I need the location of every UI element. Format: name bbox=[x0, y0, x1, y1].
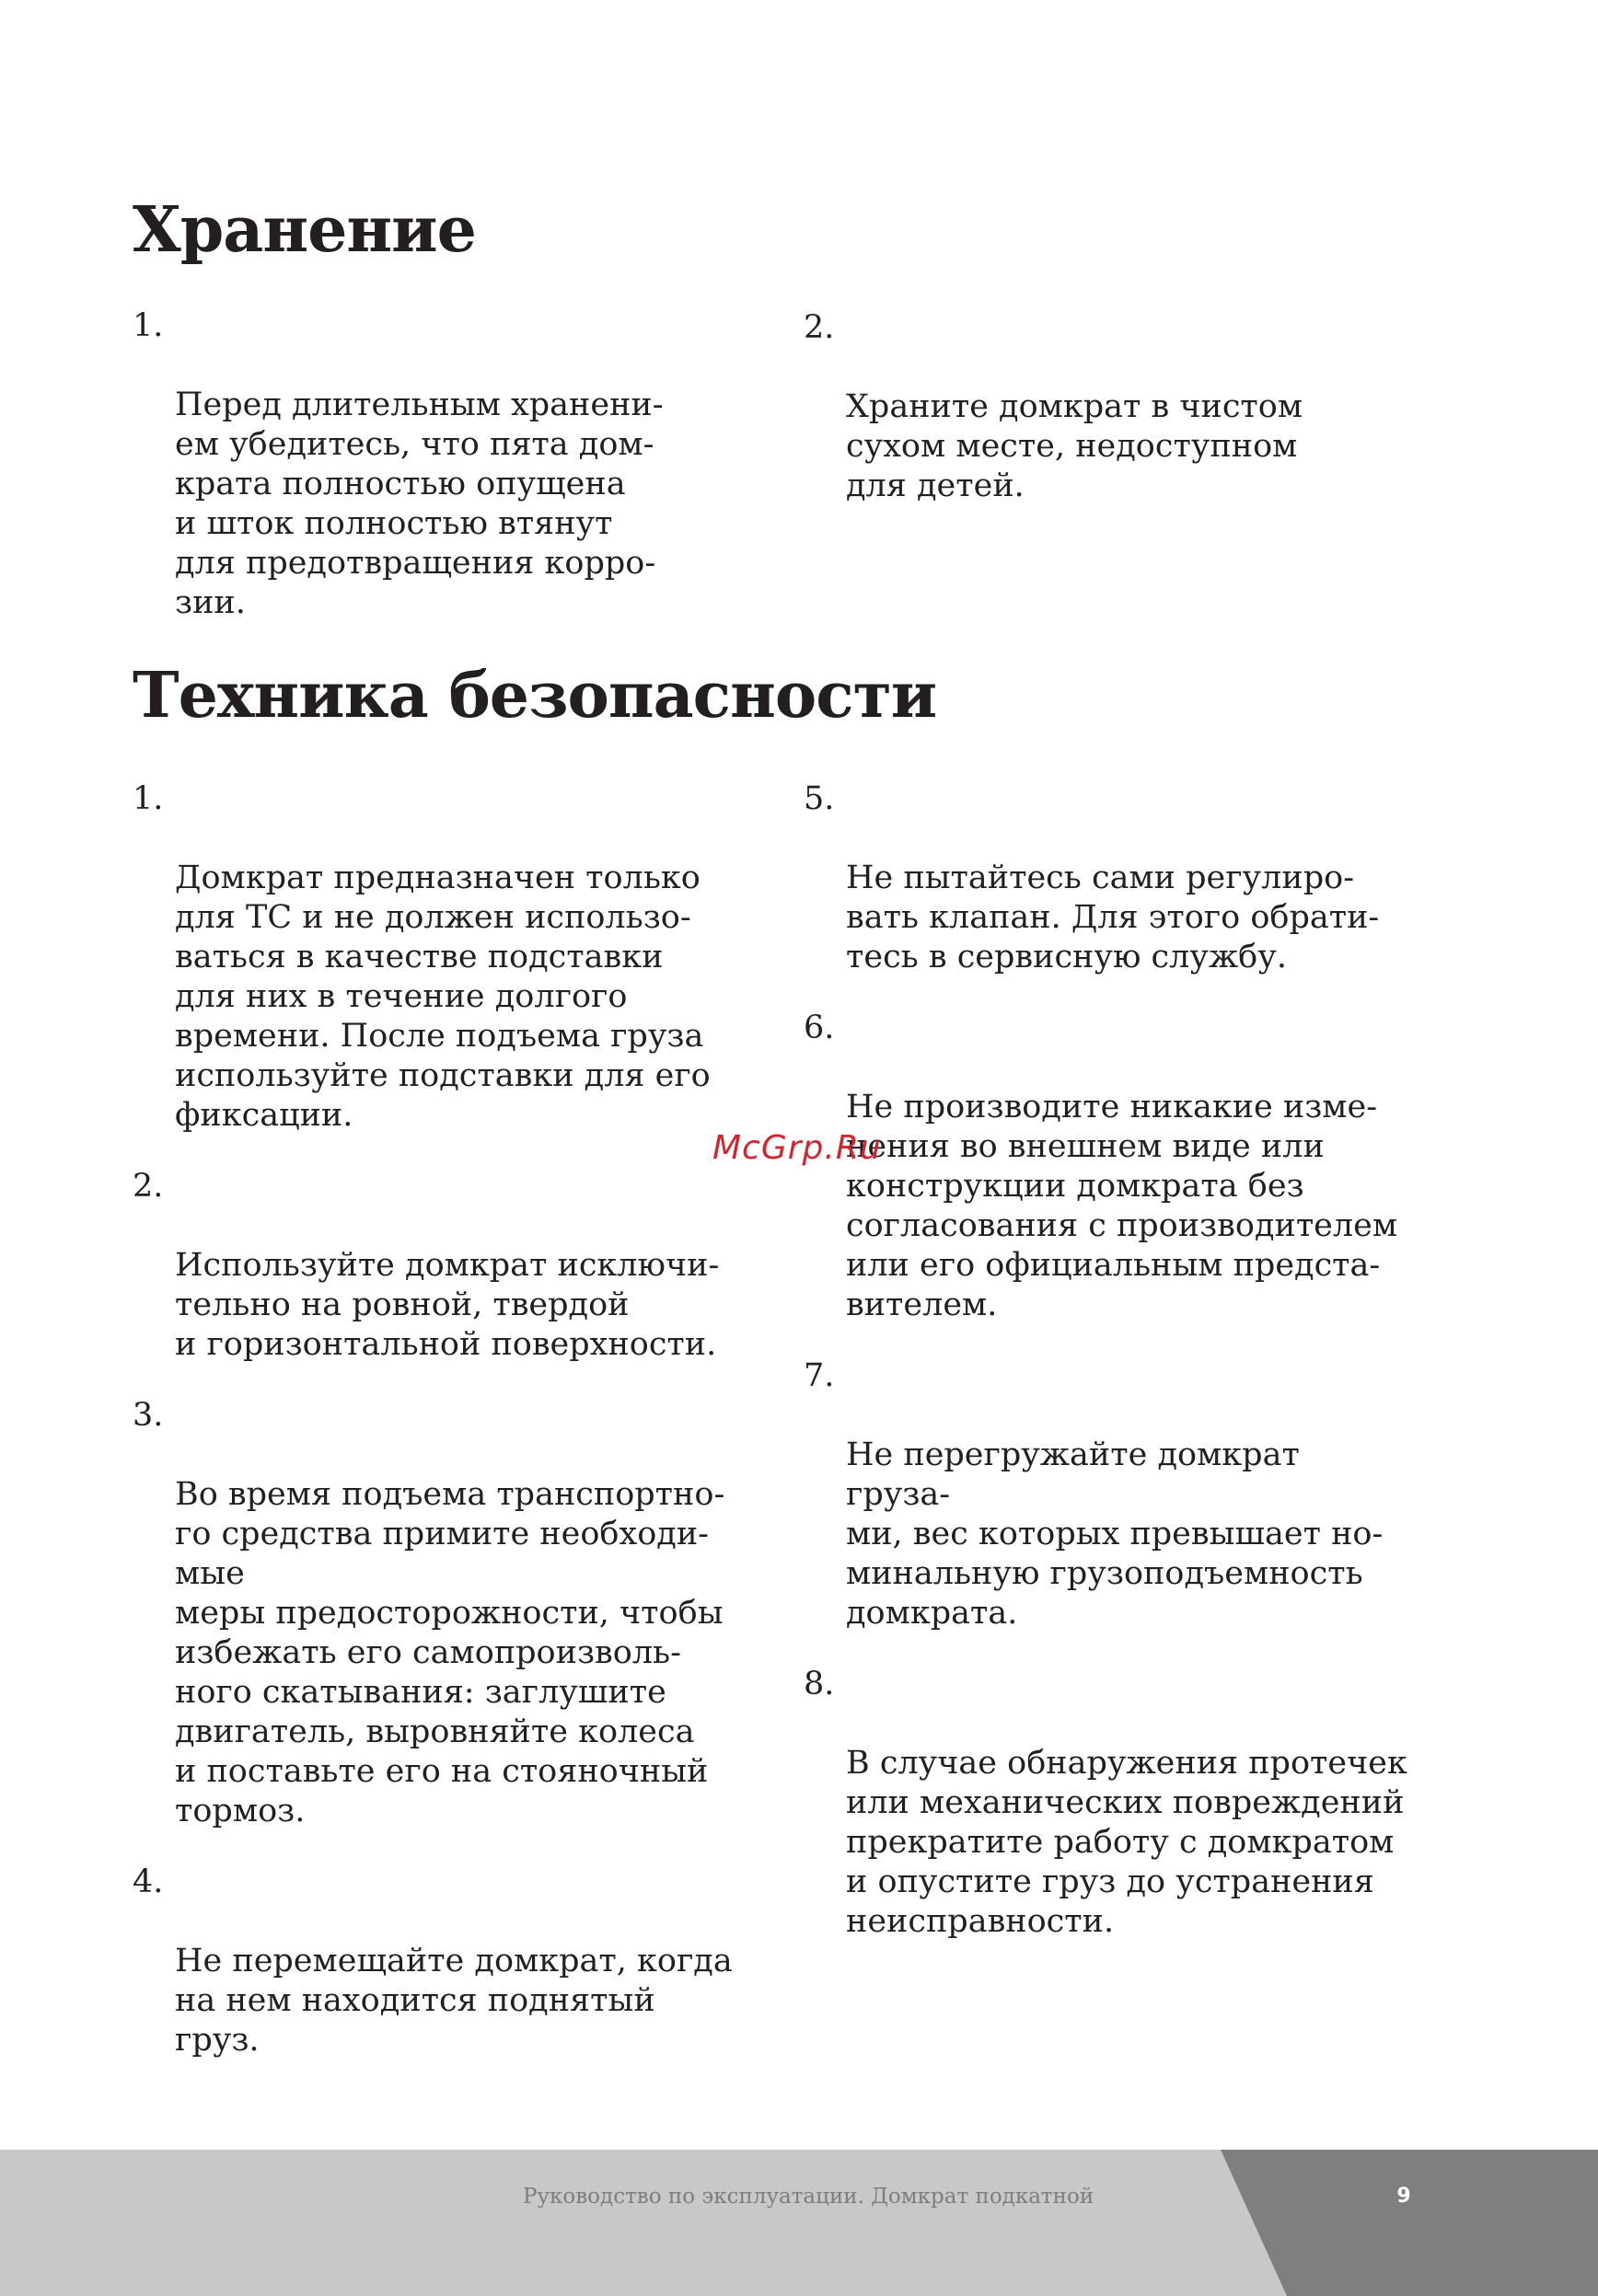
item-text: Не пытайтесь сами регулиро- вать клапан. Для этого обрати- тесь в сервисную службу. bbox=[846, 860, 1380, 975]
item-number: 3. bbox=[133, 1397, 164, 1434]
item-text: Не перемещайте домкрат, когда на нем находится поднятый груз. bbox=[175, 1943, 733, 2059]
list-item bbox=[133, 1396, 740, 1831]
item-text: Храните домкрат в чистом сухом месте, недоступном для детей. bbox=[846, 388, 1303, 504]
footer-dark-panel bbox=[0, 2150, 1598, 2296]
item-number: 2. bbox=[804, 309, 835, 346]
list-item bbox=[804, 308, 1411, 506]
item-number: 8. bbox=[804, 1666, 835, 1702]
item-text: Не перегружайте домкрат груза- ми, вес которых превышает но- минальную грузоподъемность домкрата. bbox=[846, 1436, 1384, 1632]
section-title-safety: Техника безопасности bbox=[133, 659, 937, 733]
footer-title: Руководство по эксплуатации. Домкрат подкатной bbox=[523, 2185, 1094, 2209]
list-item bbox=[133, 1863, 740, 2060]
page-footer bbox=[0, 2150, 1598, 2296]
page-number: 9 bbox=[1396, 2185, 1411, 2208]
list-item bbox=[804, 1665, 1411, 1942]
list-item bbox=[133, 1167, 740, 1365]
item-number: 2. bbox=[133, 1168, 164, 1205]
item-text: Не производите никакие изме- нения во внешнем виде или конструкции домкрата без согласования с производителем или его официальным предста- вителем. bbox=[846, 1089, 1398, 1323]
list-item bbox=[804, 779, 1411, 977]
item-text: Используйте домкрат исключи- тельно на ровной, твердой и горизонтальной поверхности. bbox=[175, 1247, 720, 1363]
item-number: 4. bbox=[133, 1863, 164, 1900]
item-number: 5. bbox=[804, 780, 835, 817]
list-item bbox=[804, 1356, 1411, 1633]
list-item bbox=[133, 306, 740, 623]
item-text: Во время подъема транспортно- го средства примите необходи- мые меры предосторожности, чтобы избежать его самопроизволь- ного скатывания: заглушите двигатель, выровняйте колеса и поставьте его на стояночный тормоз. bbox=[175, 1476, 725, 1829]
list-item bbox=[133, 779, 740, 1136]
safety-column-left bbox=[133, 779, 740, 2092]
item-number: 1. bbox=[133, 307, 164, 344]
list-item bbox=[804, 1009, 1411, 1325]
storage-column-left bbox=[133, 306, 740, 654]
safety-column-right bbox=[804, 779, 1411, 1973]
item-text: Перед длительным хранени- ем убедитесь, что пята дом- крата полностью опущена и шток полностью втянут для предотвращения корро- зии. bbox=[175, 387, 664, 621]
item-number: 6. bbox=[804, 1010, 835, 1046]
watermark: McGrp.Ru bbox=[712, 1129, 882, 1167]
item-number: 7. bbox=[804, 1357, 835, 1394]
section-title-storage: Хранение bbox=[133, 193, 476, 267]
item-number: 1. bbox=[133, 780, 164, 817]
item-text: Домкрат предназначен только для ТС и не должен использо- ваться в качестве подставки для них в течение долгого времени. После подъема груза используйте подставки для его фиксации. bbox=[175, 860, 711, 1134]
storage-column-right bbox=[804, 308, 1411, 537]
item-text: В случае обнаружения протечек или механических повреждений прекратите работу с домкратом и опустите груз до устранения неисправности. bbox=[846, 1745, 1407, 1940]
